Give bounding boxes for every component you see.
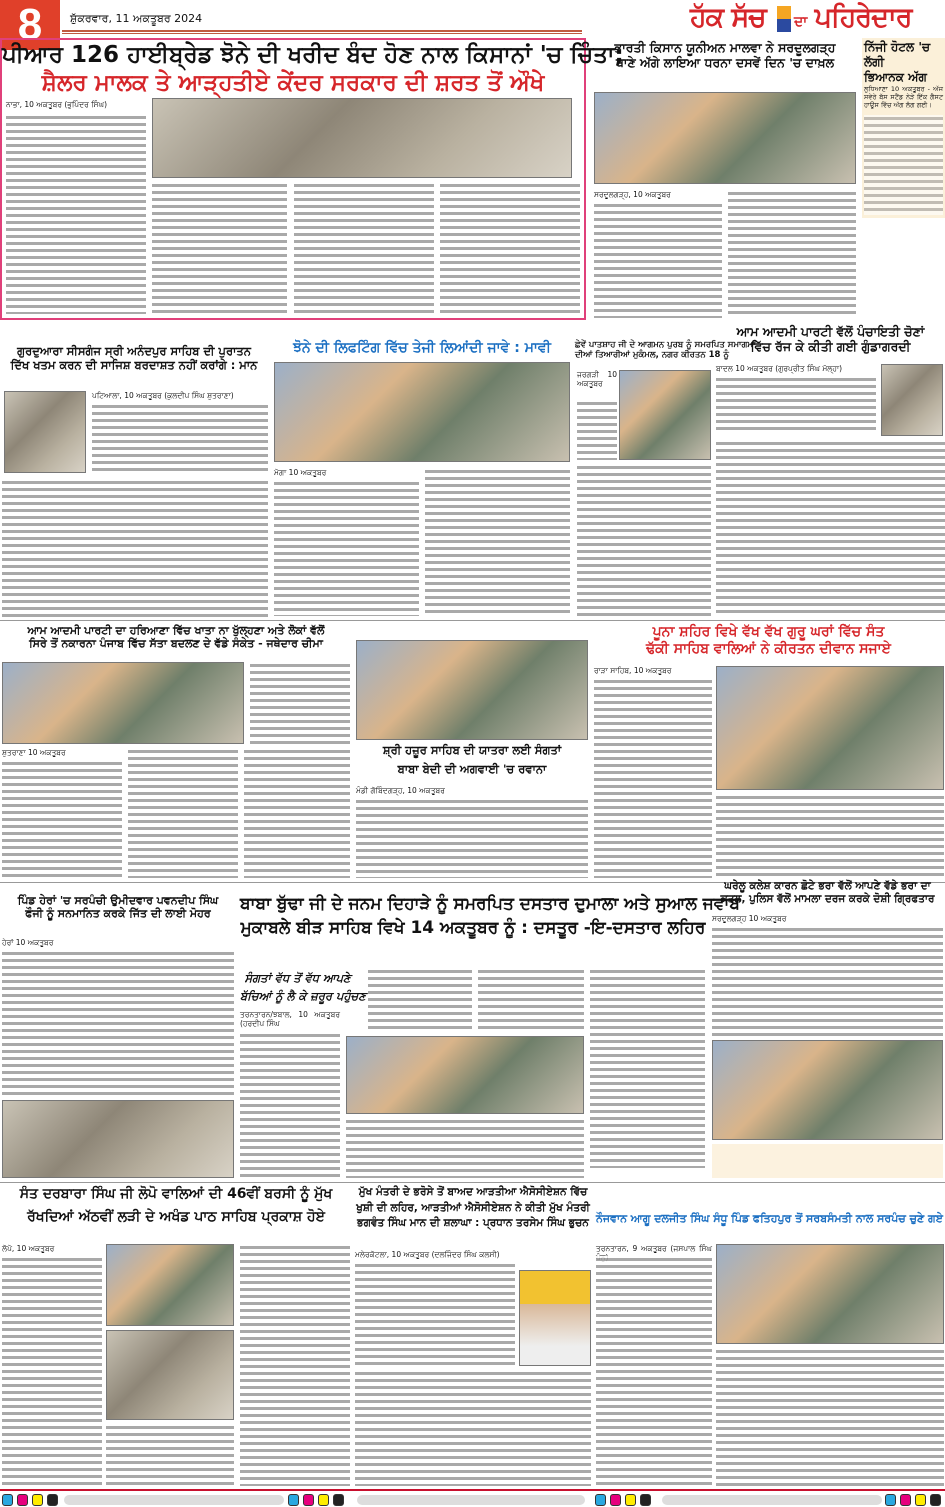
- photo-group: [2, 1100, 234, 1178]
- body-text: [128, 748, 238, 878]
- dateline: ਮੰਡੀ ਗੋਬਿੰਦਗੜ੍ਹ, 10 ਅਕਤੂਬਰ: [356, 786, 588, 796]
- headline: ਬਾਬਾ ਬੁੱਢਾ ਜੀ ਦੇ ਜਨਮ ਦਿਹਾੜੇ ਨੂੰ ਸਮਰਪਿਤ ਦਸਤਾਰ ਦੁਮਾਲਾ ਅਤੇ ਸੁਆਲ ਜਵਾਬ: [240, 894, 740, 914]
- headline: ਬਾਬਾ ਬੇਦੀ ਦੀ ਅਗਵਾਈ 'ਚ ਰਵਾਨਾ: [397, 762, 547, 776]
- body-text: [590, 968, 705, 1168]
- body-text: [240, 1032, 340, 1178]
- story-puna: [592, 624, 945, 880]
- registration-mark: [333, 1494, 344, 1506]
- registration-mark: [318, 1494, 329, 1506]
- photo-portrait: [881, 364, 943, 436]
- story-dastar: [240, 886, 740, 1180]
- body-text: [368, 968, 472, 1032]
- photo-group: [2, 662, 244, 744]
- dateline: ਮਲੇਰਕੋਟਲਾ, 10 ਅਕਤੂਬਰ (ਦਲਜਿੰਦਰ ਸਿੰਘ ਕਲਸੀ): [355, 1250, 591, 1260]
- body-text: [2, 760, 122, 878]
- headline: ਮੁੱਖ ਮੰਤਰੀ ਦੇ ਭਰੋਸੇ ਤੋਂ ਬਾਅਦ ਆੜਤੀਆ ਐਸੋਸੀਏਸ਼ਨ ਵਿੱਚ: [358, 1186, 588, 1198]
- headline: ਦਿੱਖ ਖਤਮ ਕਰਨ ਦੀ ਸਾਜਿਸ਼ ਬਰਦਾਸ਼ਤ ਨਹੀਂ ਕਰਾਂਗੇ : ਮਾਨ: [10, 357, 258, 372]
- body-text: [356, 798, 588, 878]
- body-text: [716, 794, 944, 878]
- photo-congregation: [106, 1330, 234, 1420]
- body-text: [577, 464, 711, 616]
- registration-mark: [915, 1494, 926, 1506]
- registration-mark: [288, 1494, 299, 1506]
- dateline: ਸਰਦੂਲਗੜ੍ਹ 10 ਅਕਤੂਬਰ: [712, 914, 943, 924]
- body-text: [716, 440, 945, 616]
- body-text: [152, 182, 287, 314]
- divider: [0, 1182, 945, 1183]
- story-fire: [862, 38, 945, 218]
- photo-sarpanch: [716, 1244, 944, 1344]
- photo-group: [346, 1036, 584, 1114]
- photo-meeting: [274, 362, 570, 462]
- story-heran: [0, 886, 236, 1180]
- body-text: [355, 1370, 591, 1486]
- page-number: 8: [0, 0, 60, 50]
- headline: ਛੇਵੇਂ ਪਾਤਸ਼ਾਹ ਜੀ ਦੇ ਆਗਮਨ ਪੁਰਬ ਨੂੰ ਸਮਰਪਿਤ ਸਮਾਗਮਾਂ: [575, 340, 756, 350]
- body-text: [92, 403, 268, 475]
- headline: ਨਿੱਜੀ ਹੋਟਲ 'ਚ ਲੱਗੀ: [864, 40, 931, 69]
- photo-pilgrims: [356, 640, 588, 740]
- story-hazur: [356, 624, 588, 880]
- subheadline: ਬੱਚਿਆਂ ਨੂੰ ਲੈ ਕੇ ਜ਼ਰੂਰ ਪਹੁੰਚਣ: [240, 989, 366, 1003]
- headline: ਮੁਕਾਬਲੇ ਬੀੜ ਸਾਹਿਬ ਵਿਖੇ 14 ਅਕਤੂਬਰ ਨੂੰ : ਦਸਤੂਰ -ਇ-ਦਸਤਾਰ ਲਹਿਰ: [240, 918, 706, 939]
- body-text: [577, 400, 617, 460]
- body-text: [240, 1244, 350, 1486]
- photo-portrait: [4, 391, 86, 473]
- story-bku: [592, 40, 858, 320]
- body-text: [2, 1256, 102, 1486]
- header-rule: [62, 30, 582, 34]
- photo-paddy-stacks: [152, 98, 572, 178]
- dateline: ਲੁਧਿਆਣਾ 10 ਅਕਤੂਬਰ - ਅੱਜ ਸਵੇਰੇ ਬੱਸ ਸਟੈਂਡ ਨੇੜੇ ਇੱਕ ਗੈਸਟ ਹਾਊਸ ਵਿੱਚ ਅੱਗ ਲੱਗ ਗਈ।: [864, 85, 943, 109]
- headline: ਭਗਵੰਤ ਸਿੰਘ ਮਾਨ ਦੀ ਸ਼ਲਾਘਾ : ਪ੍ਰਧਾਨ ਤਰਸੇਮ ਸਿੰਘ ਭੁਚਨ: [357, 1217, 589, 1230]
- dateline: ਤਰਨਤਾਰਨ, 9 ਅਕਤੂਬਰ (ਜਸਪਾਲ ਸਿੰਘ: [596, 1244, 712, 1253]
- registration-mark: [885, 1494, 896, 1506]
- lead-story: [0, 38, 624, 320]
- registration-mark: [610, 1494, 621, 1506]
- registration-mark: [900, 1494, 911, 1506]
- story-arhtiya: [355, 1186, 591, 1488]
- registration-mark: [640, 1494, 651, 1506]
- dateline: ਨਾਭਾ, 10 ਅਕਤੂਬਰ (ਭੁਪਿੰਦਰ ਸਿੰਘ): [6, 100, 146, 112]
- divider: [0, 620, 945, 621]
- body-text: [294, 182, 434, 314]
- headline: ਗੁਰਦੁਆਰਾ ਸੀਸਗੰਜ ਸ੍ਰੀ ਅਨੰਦਪੁਰ ਸਾਹਿਬ ਦੀ ਪੁਰਾਤਨ: [17, 344, 251, 358]
- body-text: [425, 468, 570, 616]
- headline: ਆਮ ਆਦਮੀ ਪਾਰਟੀ ਵੱਲੋਂ ਪੰਚਾਇਤੀ ਚੋਣਾਂ: [736, 324, 925, 339]
- story-murder: [710, 880, 945, 1180]
- headline: ਰੱਖਦਿਆਂ ਅੱਠਵੀਂ ਲੜੀ ਦੇ ਅਖੰਡ ਪਾਠ ਸਾਹਿਬ ਪ੍ਰਕਾਸ਼ ਹੋਏ: [27, 1208, 325, 1225]
- body-text: [712, 1144, 943, 1178]
- masthead-text: ਪਹਿਰੇਦਾਰ: [814, 2, 912, 33]
- dateline: ਲੋਪੋ, 10 ਅਕਤੂਬਰ: [2, 1244, 102, 1254]
- dateline: ਹੇਰਾਂ 10 ਅਕਤੂਬਰ: [2, 938, 234, 948]
- registration-mark: [32, 1494, 43, 1506]
- registration-mark: [625, 1494, 636, 1506]
- body-text: [478, 968, 584, 1032]
- headline: ਭਾਰਤੀ ਕਿਸਾਨ ਯੂਨੀਅਨ ਮਾਲਵਾ ਨੇ ਸਰਦੂਲਗੜ੍ਹ: [614, 40, 836, 55]
- body-text: [594, 678, 712, 878]
- flag-icon: [777, 6, 791, 32]
- headline: ਸੰਤ ਦਰਬਾਰਾ ਸਿੰਘ ਜੀ ਲੋਪੋ ਵਾਲਿਆਂ ਦੀ 46ਵੀਂ ਬਰਸੀ ਨੂੰ ਮੁੱਖ: [19, 1186, 333, 1202]
- dateline: ਰਾੜਾ ਸਾਹਿਬ, 10 ਅਕਤੂਬਰ: [594, 666, 712, 676]
- headline: ਖੁਸ਼ੀ ਦੀ ਲਹਿਰ, ਆੜਤੀਆਂ ਐਸੋਸੀਏਸ਼ਨ ਨੇ ਕੀਤੀ ਮੁੱਖ ਮੰਤਰੀ: [356, 1201, 590, 1214]
- body-text: [346, 1118, 584, 1178]
- dateline: ਪਟਿਆਲਾ, 10 ਅਕਤੂਬਰ (ਕੁਲਦੀਪ ਸਿੰਘ ਸ਼ੁਤਰਾਣਾ): [92, 391, 268, 401]
- photo-portraits: [619, 370, 711, 460]
- body-text: [106, 1424, 234, 1486]
- registration-mark: [303, 1494, 314, 1506]
- registration-bar: [357, 1495, 585, 1505]
- story-barsi: [0, 1186, 352, 1488]
- headline: ਝੋਨੇ ਦੀ ਲਿਫਟਿੰਗ ਵਿੱਚ ਤੇਜੀ ਲਿਆਂਦੀ ਜਾਵੇ : ਮਾਵੀ: [293, 340, 551, 356]
- story-mavi: [272, 340, 572, 620]
- headline: ਸਿਰੇ ਤੋਂ ਨਕਾਰਨਾ ਪੰਜਾਬ ਵਿੱਚ ਸੱਤਾ ਬਦਲਣ ਦੇ ਵੱਡੇ ਸੰਕੇਤ - ਜਥੇਦਾਰ ਚੀਮਾ: [29, 637, 323, 651]
- body-text: [440, 182, 580, 314]
- body-text: [712, 926, 943, 1036]
- registration-bar: [662, 1495, 882, 1505]
- headline: ਪਿੰਡ ਹੇਰਾਂ 'ਚ ਸਰਪੰਚੀ ਉਮੀਦਵਾਰ ਪਵਨਦੀਪ ਸਿੰਘ: [17, 894, 219, 907]
- body-text: [6, 114, 146, 314]
- photo-protest: [594, 92, 856, 184]
- dateline: ਬਾਦਲ 10 ਅਕਤੂਬਰ (ਗੁਰਪ੍ਰੀਤ ਸਿੰਘ ਮੱਲ੍ਹਾ): [716, 364, 876, 374]
- issue-date: ਸ਼ੁੱਕਰਵਾਰ, 11 ਅਕਤੂਬਰ 2024: [70, 12, 203, 25]
- headline: ਘਰੇਲੂ ਕਲੇਸ਼ ਕਾਰਨ ਛੋਟੇ ਭਰਾ ਵੱਲੋਂ ਆਪਣੇ ਵੱਡੇ ਭਰਾ ਦਾ: [724, 880, 931, 892]
- headline: ਥਾਣੇ ਅੱਗੇ ਲਾਇਆ ਧਰਨਾ ਦਸਵੇਂ ਦਿਨ 'ਚ ਦਾਖ਼ਲ: [615, 55, 835, 70]
- body-text: [864, 115, 943, 215]
- registration-mark: [47, 1494, 58, 1506]
- dateline: ਮੋਗਾ 10 ਅਕਤੂਬਰ: [274, 468, 419, 478]
- story-haryana: [0, 624, 352, 880]
- headline: ਸ਼੍ਰੀ ਹਜ਼ੂਰ ਸਾਹਿਬ ਦੀ ਯਾਤਰਾ ਲਈ ਸੰਗਤਾਂ: [382, 743, 562, 757]
- headline: ਪੀਆਰ 126 ਹਾਈਬ੍ਰੇਡ ਝੋਨੇ ਦੀ ਖਰੀਦ ਬੰਦ ਹੋਣ ਨਾਲ ਕਿਸਾਨਾਂ 'ਚ ਚਿੰਤਾ;: [2, 42, 624, 68]
- subheadline: ਸੰਗਤਾਂ ਵੱਧ ਤੋਂ ਵੱਧ ਆਪਣੇ: [244, 971, 351, 985]
- headline: ਦੀਆਂ ਤਿਆਰੀਆਂ ਮੁਕੰਮਲ, ਨਗਰ ਕੀਰਤਨ 18 ਨੂੰ: [575, 350, 729, 361]
- registration-mark: [2, 1494, 13, 1506]
- masthead-logo: [690, 2, 911, 34]
- body-text: [244, 748, 350, 878]
- headline: ਭਿਆਨਕ ਅੱਗ: [864, 70, 927, 84]
- dateline: ਸਰਦੂਲਗੜ੍ਹ, 10 ਅਕਤੂਬਰ: [594, 190, 722, 200]
- body-text: [594, 202, 722, 318]
- headline: ਢੱਕੀ ਸਾਹਿਬ ਵਾਲਿਆਂ ਨੇ ਕੀਰਤਨ ਦੀਵਾਨ ਸਜਾਏ: [645, 640, 891, 657]
- body-text: [274, 480, 419, 616]
- dateline: ਤਰਨਤਾਰਨ/ਝਬਾਲ, 10 ਅਕਤੂਬਰ (ਹਰਦੀਪ ਸਿੰਘ: [240, 1010, 340, 1028]
- footer-rule: [0, 1489, 945, 1491]
- masthead-text: ਦਾ: [793, 14, 807, 30]
- body-text: [716, 376, 876, 432]
- story-sandhu: [594, 1186, 945, 1488]
- story-agman: [575, 340, 756, 620]
- masthead-text: ਹੱਕ ਸੱਚ: [690, 2, 766, 33]
- photo-portrait: [519, 1270, 591, 1366]
- headline: ਵਿੱਚ ਰੱਜ ਕੇ ਕੀਤੀ ਗਈ ਗੁੰਡਾਗਰਦੀ: [750, 339, 911, 354]
- body-text: [728, 190, 856, 318]
- photo-team: [712, 1040, 943, 1140]
- dateline: ਜਰਗੜੀ 10 ਅਕਤੂਬਰ: [577, 370, 617, 398]
- body-text: [250, 662, 350, 744]
- headline: ਫੌਜੀ ਨੂੰ ਸਨਮਾਨਿਤ ਕਰਕੇ ਜਿੱਤ ਦੀ ਲਾਈ ਮੋਹਰ: [25, 907, 211, 921]
- registration-mark: [930, 1494, 941, 1506]
- headline: ਕਤਲ, ਪੁਲਿਸ ਵੱਲੋਂ ਮਾਮਲਾ ਦਰਜ ਕਰਕੇ ਦੋਸ਼ੀ ਗ੍ਰਿਫਤਾਰ: [720, 892, 935, 905]
- headline: ਨੌਜਵਾਨ ਆਗੂ ਦਲਜੀਤ ਸਿੰਘ ਸੰਧੂ ਪਿੰਡ ਫਤਿਹਪੁਰ ਤੋਂ ਸਰਬਸੰਮਤੀ ਨਾਲ ਸਰਪੰਚ ਚੁਣੇ ਗਏ: [596, 1212, 943, 1225]
- body-text: [716, 1348, 944, 1486]
- registration-bar: [64, 1495, 284, 1505]
- headline: ਸ਼ੈਲਰ ਮਾਲਕ ਤੇ ਆੜ੍ਹਤੀਏ ਕੇਂਦਰ ਸਰਕਾਰ ਦੀ ਸ਼ਰਤ ਤੋਂ ਔਖੇ: [41, 69, 545, 96]
- body-text: [596, 1256, 712, 1486]
- dateline: ਸ਼ੁਤਰਾਣਾ 10 ਅਕਤੂਬਰ: [2, 748, 122, 758]
- photo-portrait: [106, 1244, 234, 1326]
- body-text: [2, 479, 268, 617]
- headline: ਪੂਨਾ ਸ਼ਹਿਰ ਵਿਖੇ ਵੱਖ ਵੱਖ ਗੁਰੂ ਘਰਾਂ ਵਿੱਚ ਸੰਤ: [652, 624, 885, 640]
- photo-kirtan: [716, 666, 944, 790]
- story-sisganj: [0, 345, 268, 620]
- story-aap-panchayat: [716, 324, 945, 620]
- body-text: [355, 1262, 515, 1366]
- headline: ਆਮ ਆਦਮੀ ਪਾਰਟੀ ਦਾ ਹਰਿਆਣਾ ਵਿੱਚ ਖਾਤਾ ਨਾ ਖੁੱਲ੍ਹਣਾ ਅਤੇ ਲੋਕਾਂ ਵੱਲੋਂ: [27, 624, 325, 637]
- body-text: [2, 950, 234, 1096]
- registration-mark: [17, 1494, 28, 1506]
- registration-mark: [595, 1494, 606, 1506]
